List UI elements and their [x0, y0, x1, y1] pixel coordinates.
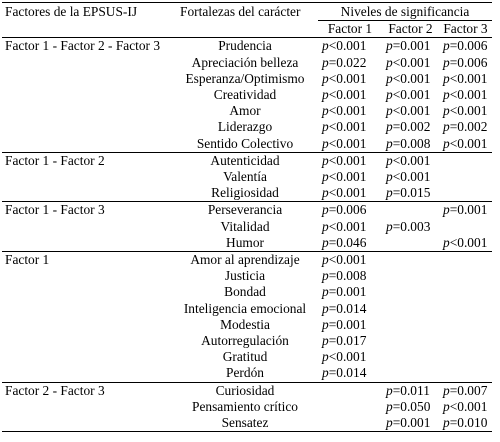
table-row [2, 268, 492, 284]
table-row [2, 71, 492, 87]
strength-name: Amor al aprendizaje [172, 252, 318, 269]
significance-f1 [318, 317, 382, 333]
strength-name: Prudencia [172, 38, 318, 55]
strength-name: Perdón [226, 365, 264, 381]
strength-name: Autorregulación [201, 333, 289, 349]
p-symbol: p [443, 398, 450, 414]
p-value: <0.001 [328, 119, 367, 135]
header-row-1 [2, 3, 492, 21]
strength-name: Creatividad [213, 87, 277, 103]
p-symbol: p [322, 70, 329, 86]
significance-f2 [382, 169, 439, 185]
table-row [2, 382, 492, 399]
header-factor: Factores de la EPSUS-IJ [5, 4, 138, 19]
p-symbol: p [322, 38, 329, 54]
header-factor-2: Factor 2 [388, 21, 433, 37]
p-symbol: p [322, 152, 329, 168]
p-value: <0.001 [328, 169, 367, 185]
significance-f2 [382, 55, 439, 71]
p-value: =0.008 [328, 268, 367, 284]
p-symbol: p [443, 38, 450, 54]
p-symbol: p [386, 415, 393, 431]
p-value: =0.046 [328, 234, 367, 250]
group-label-empty [2, 119, 172, 135]
group-label-empty [2, 219, 172, 235]
p-value: <0.001 [328, 70, 367, 86]
p-symbol: p [386, 185, 393, 201]
p-value: <0.001 [328, 349, 367, 365]
table-row [2, 399, 492, 415]
significance-f1 [318, 55, 382, 71]
p-symbol: p [386, 87, 393, 103]
significance-f1 [318, 301, 382, 317]
p-symbol: p [386, 103, 393, 119]
table-row [2, 219, 492, 235]
p-value: <0.001 [328, 218, 367, 234]
p-value: <0.001 [328, 38, 367, 54]
group-label-empty [2, 71, 172, 87]
p-symbol: p [322, 284, 329, 300]
p-value: =0.001 [328, 316, 367, 332]
p-symbol: p [322, 333, 329, 349]
significance-f2 [382, 235, 439, 252]
p-symbol: p [322, 87, 329, 103]
strength-name: Gratitud [222, 349, 268, 365]
significance-f1 [318, 349, 382, 365]
strength-name: Perseverancia [172, 202, 318, 219]
group-label-empty [2, 284, 172, 300]
p-symbol: p [322, 268, 329, 284]
strength-name: Apreciación belleza [191, 54, 299, 70]
group-label-empty [2, 87, 172, 103]
group-label: Factor 2 - Factor 3 [2, 382, 172, 399]
p-value: =0.001 [392, 38, 431, 54]
table-row [2, 185, 492, 202]
significance-f2 [382, 349, 439, 365]
p-symbol: p [443, 415, 450, 431]
significance-f3 [439, 219, 492, 235]
significance-f2 [382, 252, 439, 269]
strength-name: Curiosidad [172, 382, 318, 399]
significance-f1 [318, 365, 382, 382]
header-strength: Fortalezas del carácter [180, 4, 301, 19]
p-symbol: p [322, 202, 329, 218]
significance-f2 [382, 365, 439, 382]
p-symbol: p [386, 38, 393, 54]
group-label: Factor 1 - Factor 2 - Factor 3 [2, 38, 172, 55]
p-value: =0.001 [392, 415, 431, 431]
p-value: =0.050 [392, 398, 431, 414]
group-label-empty [2, 301, 172, 317]
p-symbol: p [443, 54, 450, 70]
p-value: =0.011 [392, 382, 430, 398]
p-symbol: p [322, 169, 329, 185]
significance-f1 [318, 202, 382, 219]
p-symbol: p [443, 103, 450, 119]
p-value: <0.001 [392, 70, 431, 86]
header-factor-3: Factor 3 [443, 21, 488, 37]
significance-f1 [318, 235, 382, 252]
p-value: <0.001 [328, 87, 367, 103]
significance-f1 [318, 399, 382, 415]
significance-f1 [318, 415, 382, 432]
group-label-empty [2, 333, 172, 349]
significance-f1 [318, 382, 382, 399]
p-value: =0.003 [392, 218, 431, 234]
strength-name: Esperanza/Optimismo [185, 70, 305, 86]
p-symbol: p [386, 135, 393, 151]
p-symbol: p [322, 252, 329, 268]
group-label: Factor 1 [2, 252, 172, 269]
p-symbol: p [443, 119, 450, 135]
strength-name: Valentía [223, 169, 267, 185]
strength-name: Liderazgo [217, 119, 273, 135]
significance-f1 [318, 185, 382, 202]
table-row [2, 349, 492, 365]
group-label-empty [2, 415, 172, 432]
table-row [2, 55, 492, 71]
significance-f3 [439, 169, 492, 185]
group-label-empty [2, 268, 172, 284]
significance-f2 [382, 399, 439, 415]
p-value: <0.001 [449, 234, 488, 250]
significance-f3 [439, 185, 492, 202]
significance-f3 [439, 55, 492, 71]
p-value: <0.001 [392, 103, 431, 119]
p-symbol: p [322, 365, 329, 381]
p-symbol: p [322, 234, 329, 250]
p-symbol: p [386, 218, 393, 234]
group-label: Factor 1 - Factor 2 [2, 152, 172, 169]
p-symbol: p [322, 300, 329, 316]
significance-f3 [439, 252, 492, 269]
p-symbol: p [443, 202, 450, 218]
p-value: =0.002 [449, 119, 488, 135]
significance-f1 [318, 152, 382, 169]
group-label-empty [2, 365, 172, 382]
p-value: =0.001 [449, 202, 488, 218]
p-value: =0.014 [328, 365, 367, 381]
table-row [2, 38, 492, 55]
table-row [2, 235, 492, 252]
p-value: <0.001 [449, 398, 488, 414]
p-symbol: p [386, 398, 393, 414]
p-symbol: p [443, 87, 450, 103]
group-label-empty [2, 169, 172, 185]
results-table [2, 2, 492, 432]
p-symbol: p [322, 316, 329, 332]
table-row [2, 202, 492, 219]
significance-f1 [318, 252, 382, 269]
group-label-empty [2, 55, 172, 71]
strength-name: Inteligencia emocional [183, 300, 307, 316]
p-value: =0.002 [392, 119, 431, 135]
significance-f3 [439, 365, 492, 382]
significance-f3 [439, 382, 492, 399]
significance-f3 [439, 235, 492, 252]
strength-name: Bondad [224, 284, 266, 300]
strength-name: Sentido Colectivo [196, 135, 294, 151]
table-row [2, 317, 492, 333]
strength-name: Humor [226, 234, 264, 250]
significance-f2 [382, 152, 439, 169]
table-row [2, 333, 492, 349]
table-row [2, 136, 492, 153]
table-row [2, 365, 492, 382]
significance-f1 [318, 268, 382, 284]
p-symbol: p [386, 169, 393, 185]
significance-f3 [439, 301, 492, 317]
significance-f1 [318, 333, 382, 349]
p-value: <0.001 [328, 185, 367, 201]
p-symbol: p [322, 103, 329, 119]
p-symbol: p [322, 135, 329, 151]
p-value: =0.006 [449, 38, 488, 54]
group-label-empty [2, 185, 172, 202]
significance-f3 [439, 119, 492, 135]
p-value: =0.010 [449, 415, 488, 431]
p-value: =0.007 [449, 382, 488, 398]
p-value: <0.001 [449, 87, 488, 103]
strength-name: Vitalidad [220, 218, 270, 234]
table-header [2, 3, 492, 38]
significance-f2 [382, 268, 439, 284]
table-row [2, 119, 492, 135]
significance-f3 [439, 152, 492, 169]
strength-name: Religiosidad [211, 185, 279, 201]
header-levels: Niveles de significancia [318, 3, 492, 21]
significance-f3 [439, 349, 492, 365]
p-value: <0.001 [392, 169, 431, 185]
group-label: Factor 1 - Factor 3 [2, 202, 172, 219]
strength-name: Pensamiento crítico [192, 398, 298, 414]
p-value: <0.001 [328, 135, 367, 151]
p-symbol: p [443, 382, 450, 398]
p-value: <0.001 [449, 135, 488, 151]
p-symbol: p [322, 349, 329, 365]
significance-f1 [318, 136, 382, 153]
p-value: <0.001 [449, 70, 488, 86]
p-value: =0.006 [328, 202, 367, 218]
significance-f3 [439, 399, 492, 415]
significance-f2 [382, 415, 439, 432]
group-label-empty [2, 235, 172, 252]
p-value: <0.001 [392, 54, 431, 70]
significance-f1 [318, 103, 382, 119]
p-symbol: p [443, 234, 450, 250]
p-value: <0.001 [392, 87, 431, 103]
strength-name: Autenticidad [172, 152, 318, 169]
table-row [2, 301, 492, 317]
table-row [2, 284, 492, 300]
p-value: <0.001 [328, 103, 367, 119]
significance-f1 [318, 38, 382, 55]
significance-f3 [439, 103, 492, 119]
significance-f2 [382, 103, 439, 119]
significance-f2 [382, 202, 439, 219]
table-row [2, 415, 492, 432]
p-value: =0.008 [392, 135, 431, 151]
significance-f2 [382, 38, 439, 55]
table-row [2, 169, 492, 185]
significance-f2 [382, 219, 439, 235]
p-symbol: p [443, 70, 450, 86]
significance-f2 [382, 185, 439, 202]
p-value: =0.006 [449, 54, 488, 70]
p-value: =0.022 [328, 54, 367, 70]
p-symbol: p [322, 119, 329, 135]
strength-name: Justicia [224, 268, 266, 284]
significance-f2 [382, 284, 439, 300]
strength-name: Sensatez [221, 415, 269, 431]
p-symbol: p [386, 70, 393, 86]
strength-name: Modestia [220, 316, 270, 332]
significance-f2 [382, 136, 439, 153]
significance-f1 [318, 219, 382, 235]
header-factor-1: Factor 1 [327, 21, 373, 37]
p-symbol: p [443, 135, 450, 151]
p-symbol: p [322, 185, 329, 201]
p-value: <0.001 [328, 152, 367, 168]
significance-f3 [439, 284, 492, 300]
group-label-empty [2, 349, 172, 365]
significance-f3 [439, 415, 492, 432]
table-row [2, 103, 492, 119]
significance-table [2, 2, 498, 438]
p-symbol: p [386, 54, 393, 70]
significance-f3 [439, 333, 492, 349]
significance-f2 [382, 317, 439, 333]
significance-f1 [318, 71, 382, 87]
significance-f3 [439, 268, 492, 284]
p-value: =0.014 [328, 300, 367, 316]
significance-f3 [439, 38, 492, 55]
p-value: <0.001 [328, 252, 367, 268]
group-label-empty [2, 399, 172, 415]
significance-f3 [439, 317, 492, 333]
group-label-empty [2, 317, 172, 333]
p-value: =0.017 [328, 333, 367, 349]
significance-f2 [382, 382, 439, 399]
significance-f2 [382, 301, 439, 317]
significance-f1 [318, 87, 382, 103]
p-symbol: p [322, 218, 329, 234]
p-symbol: p [386, 119, 393, 135]
p-value: <0.001 [392, 152, 431, 168]
p-symbol: p [386, 152, 393, 168]
significance-f1 [318, 119, 382, 135]
significance-f2 [382, 87, 439, 103]
p-value: =0.001 [328, 284, 367, 300]
table-row [2, 252, 492, 269]
group-label-empty [2, 103, 172, 119]
significance-f1 [318, 169, 382, 185]
significance-f2 [382, 333, 439, 349]
significance-f2 [382, 119, 439, 135]
significance-f2 [382, 71, 439, 87]
table-row [2, 152, 492, 169]
significance-f3 [439, 71, 492, 87]
significance-f3 [439, 136, 492, 153]
strength-name: Amor [229, 103, 261, 119]
p-symbol: p [386, 382, 393, 398]
group-label-empty [2, 136, 172, 153]
significance-f1 [318, 284, 382, 300]
significance-f3 [439, 202, 492, 219]
p-value: =0.015 [392, 185, 431, 201]
table-body [2, 38, 492, 432]
p-symbol: p [322, 54, 329, 70]
significance-f3 [439, 87, 492, 103]
table-row [2, 87, 492, 103]
p-value: <0.001 [449, 103, 488, 119]
